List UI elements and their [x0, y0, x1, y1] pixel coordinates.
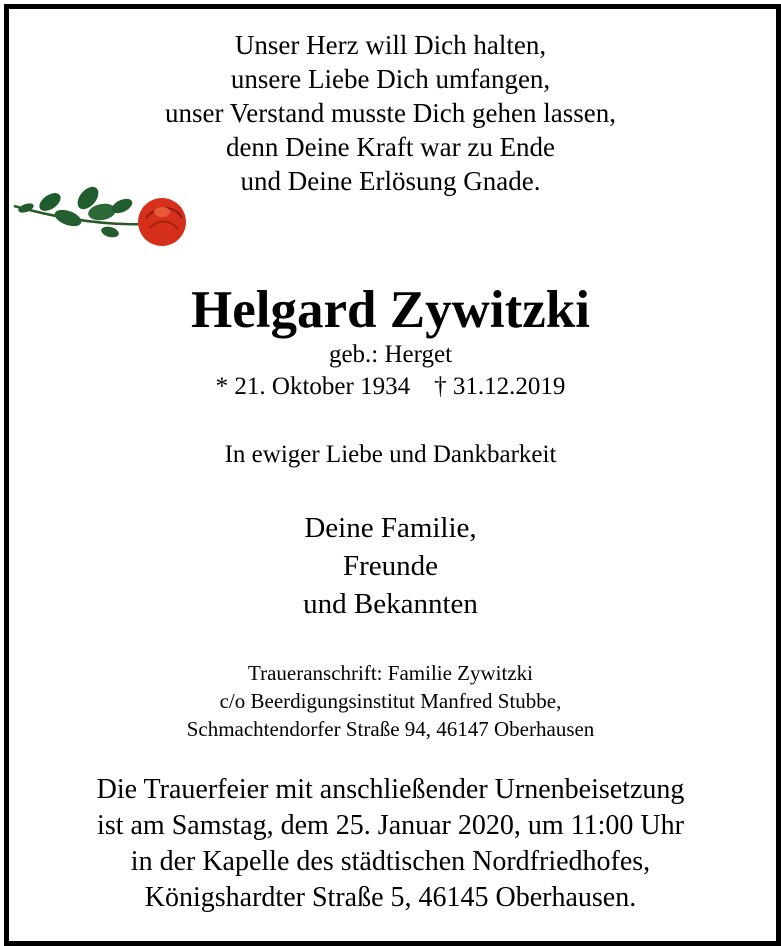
birth-date: * 21. Oktober 1934 — [215, 373, 411, 400]
dedication: In ewiger Liebe und Dankbarkeit — [224, 441, 557, 468]
address-line-2: c/o Beerdigungsinstitut Manfred Stubbe, — [219, 689, 562, 713]
poem-line-5: und Deine Erlösung Gnade. — [240, 166, 541, 196]
death-date: † 31.12.2019 — [434, 373, 566, 400]
address-line-3: Schmachtendorfer Straße 94, 46147 Oberhausen — [186, 717, 595, 741]
ceremony-line-2: ist am Samstag, dem 25. Januar 2020, um 11:00 Uhr — [97, 810, 684, 841]
ceremony-line-4: Königshardter Straße 5, 46145 Oberhausen. — [144, 882, 637, 913]
deceased-name: Helgard Zywitzki — [191, 281, 590, 339]
poem-line-3: unser Verstand musste Dich gehen lassen, — [165, 98, 616, 128]
address-line-1: Traueranschrift: Familie Zywitzki — [248, 661, 533, 685]
rose-icon — [10, 178, 200, 258]
maiden-name: geb.: Herget — [328, 341, 453, 368]
ceremony-line-3: in der Kapelle des städtischen Nordfriedhofes, — [130, 846, 651, 877]
poem-line-4: denn Deine Kraft war zu Ende — [225, 132, 556, 162]
poem-line-1: Unser Herz will Dich halten, — [234, 30, 547, 60]
ceremony-line-1: Die Trauerfeier mit anschließender Urnenbeisetzung — [96, 774, 685, 805]
family-line-3: und Bekannten — [303, 588, 478, 620]
poem-line-2: unsere Liebe Dich umfangen, — [230, 64, 551, 94]
family-line-2: Freunde — [342, 550, 439, 582]
life-dates — [0, 371, 781, 403]
family-line-1: Deine Familie, — [304, 512, 477, 544]
